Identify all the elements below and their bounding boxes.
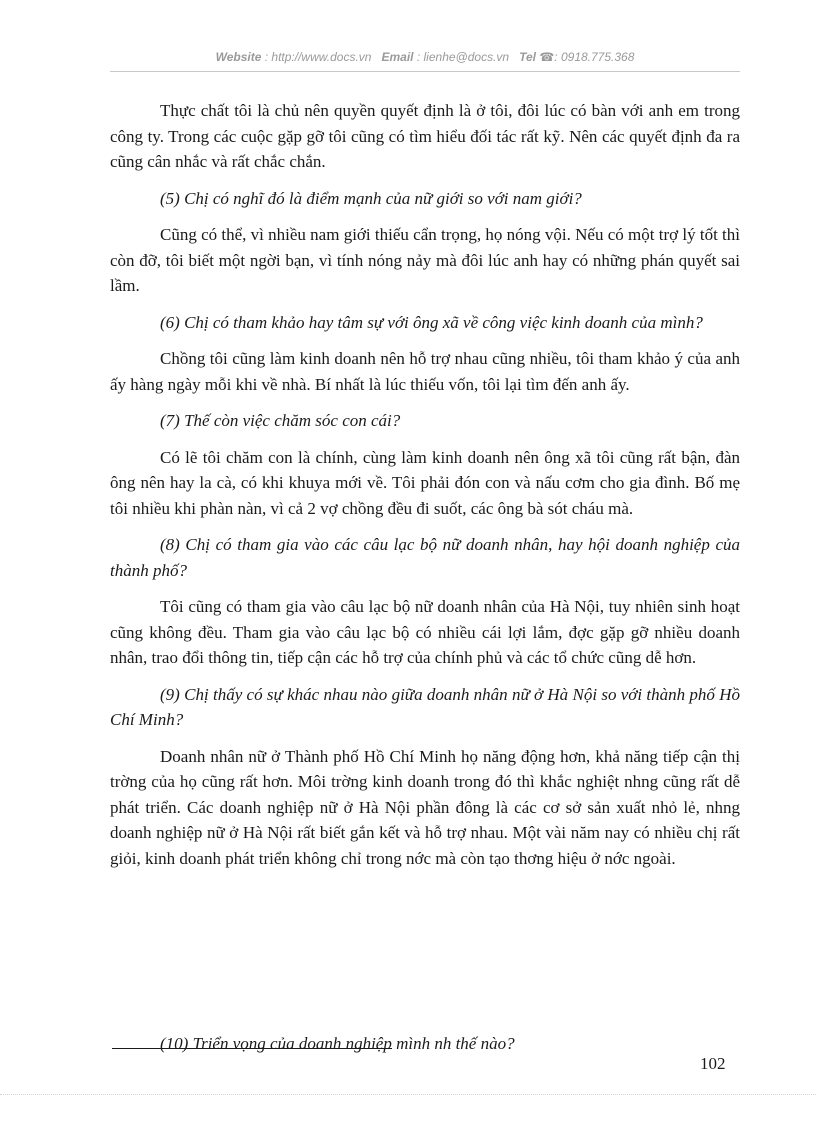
question-10 [112,1032,732,1056]
email-label: Email [381,50,414,64]
website-value: : http://www.docs.vn [264,50,372,64]
interview-question: (7) Thế còn việc chăm sóc con cái? [160,411,401,430]
tel-label: Tel [519,50,536,64]
interview-answer: Cũng có thể, vì nhiều nam giới thiếu cẩn trọng, họ nóng vội. Nếu có một trợ lý tốt thì còn đỡ, tôi biết một ngời bạn, vì tính nóng nảy mà đôi lúc anh hay có những phán quyết sai lầm. [110,225,740,295]
website-label: Website [215,50,262,64]
page-number: 102 [700,1054,726,1073]
email-value: : lienhe@docs.vn [416,50,510,64]
tel-value: : 0918.775.368 [554,50,635,64]
interview-question: (5) Chị có nghĩ đó là điểm mạnh của nữ giới so với nam giới? [160,188,582,208]
interview-question: (6) Chị có tham khảo hay tâm sự với ông xã về công việc kinh doanh của mình? [160,312,703,332]
interview-answer: Thực chất tôi là chủ nên quyền quyết định là ở tôi, đôi lúc có bàn với anh em trong công ty. Trong các cuộc gặp gỡ tôi cũng có tìm hiểu đối tác rất kỹ. Nên các quyết định đa ra cũng cân nhắc và rất chắc chắn. [110,101,740,171]
page-header [110,50,740,64]
phone-icon: ☎ [539,50,555,64]
document-body [110,98,740,882]
strikethrough-line [112,1048,392,1049]
footer-divider [0,1094,816,1095]
interview-answer: Tôi cũng có tham gia vào câu lạc bộ nữ doanh nhân của Hà Nội, tuy nhiên sinh hoạt cũng không đều. Tham gia vào câu lạc bộ có nhiều cái lợi lắm, đợc gặp gỡ nhiều doanh nhân, trao đổi thông tin, tiếp cận các hỗ trợ của chính phủ và các tổ chức cũng dễ hơn. [110,597,740,667]
interview-answer: Doanh nhân nữ ở Thành phố Hồ Chí Minh họ năng động hơn, khả năng tiếp cận thị trờng của họ cũng rất hơn. Môi trờng kinh doanh trong đó thì khắc nghiệt nhng cũng rất dễ phát triển. Các doanh nghiệp nữ ở Hà Nội phần đông là các cơ sở sản xuất nhỏ lẻ, nhng doanh nghiệp nữ ở Hà Nội rất biết gắn kết và hỗ trợ nhau. Một vài năm nay có nhiều chị rất giỏi, kinh doanh phát triển không chỉ trong nớc mà còn tạo thơng hiệu ở nớc ngoài. [110,746,740,868]
interview-question: (8) Chị có tham gia vào các câu lạc bộ nữ doanh nhân, hay hội doanh nghiệp của thành phố? [110,535,740,580]
header-divider [110,71,740,72]
interview-question: (9) Chị thấy có sự khác nhau nào giữa doanh nhân nữ ở Hà Nội so với thành phố Hồ Chí Minh? [110,684,740,729]
interview-answer: Có lẽ tôi chăm con là chính, cùng làm kinh doanh nên ông xã tôi cũng rất bận, đàn ông nên hay la cà, có khi khuya mới về. Tôi phải đón con và nấu cơm cho gia đình. Bố mẹ tôi nhiều khi phàn nàn, vì cả 2 vợ chồng đều đi suốt, các ông bà sót cháu mà. [110,447,740,518]
interview-answer: Chồng tôi cũng làm kinh doanh nên hỗ trợ nhau cũng nhiều, tôi tham khảo ý của anh ấy hàng ngày mỗi khi về nhà. Bí nhất là lúc thiếu vốn, tôi lại tìm đến anh ấy. [110,349,740,394]
question-10-text: (10) Triển vọng của doanh nghiệp mình nh thế nào? [160,1034,515,1053]
